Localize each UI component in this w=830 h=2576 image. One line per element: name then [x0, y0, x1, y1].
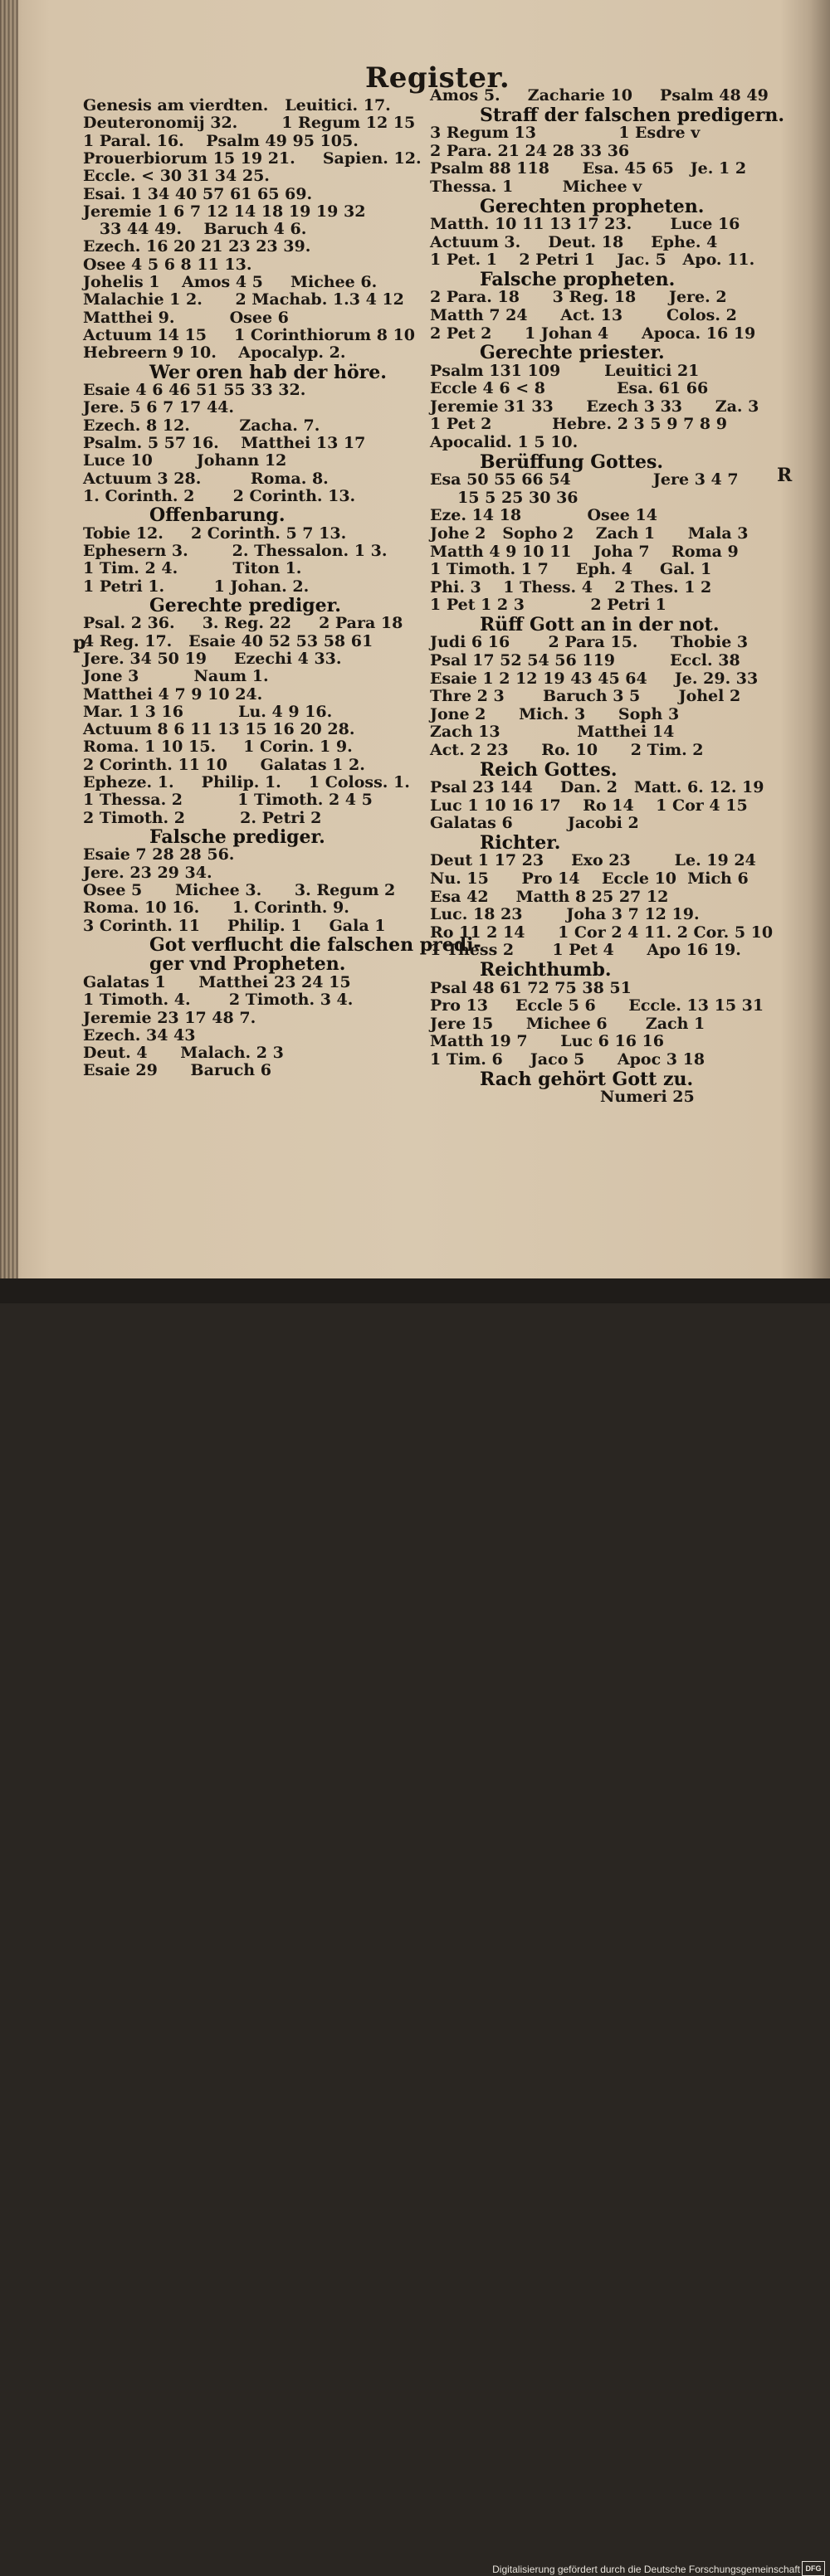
reference-line: Osee 4 5 6 8 11 13.: [83, 255, 252, 274]
reference-line: Esai. 1 34 40 57 61 65 69.: [83, 184, 313, 203]
footer-bar: [0, 1278, 830, 2575]
reference-line: Galatas 1 Matthei 23 24 15: [83, 972, 351, 991]
reference-line: Jone 2 Mich. 3 Soph 3: [430, 704, 680, 723]
reference-line: Numeri 25: [430, 1088, 695, 1106]
margin-letter-left: p: [73, 632, 86, 654]
reference-line: Actuum 3 28. Roma. 8.: [83, 469, 329, 488]
reference-line: 1 Pet 1 2 3 2 Petri 1: [430, 596, 666, 615]
reference-line: Esaie 29 Baruch 6: [83, 1061, 271, 1080]
margin-letter-right: R: [777, 465, 793, 486]
reference-line: Malachie 1 2. 2 Machab. 1.3 4 12: [83, 290, 404, 309]
reference-line: Judi 6 16 2 Para 15. Thobie 3: [430, 633, 749, 652]
reference-line: 3 Regum 13 1 Esdre v: [430, 124, 701, 143]
reference-line: Matthei 4 7 9 10 24.: [83, 684, 263, 704]
reference-line: Matth 7 24 Act. 13 Colos. 2: [430, 305, 737, 324]
section-heading: Offenbarung.: [149, 504, 286, 527]
reference-line: 1 Timoth. 4. 2 Timoth. 3 4.: [83, 991, 354, 1010]
reference-line: 33 44 49. Baruch 4 6.: [83, 220, 307, 239]
section-heading: Falsche prediger.: [149, 825, 325, 848]
section-heading: Rach gehört Gott zu.: [480, 1068, 694, 1090]
reference-line: Hebreern 9 10. Apocalyp. 2.: [83, 343, 346, 363]
reference-line: Matth. 10 11 13 17 23. Luce 16: [430, 215, 740, 233]
section-heading: Berüffung Gottes.: [480, 450, 664, 473]
reference-line: Deuteronomij 32. 1 Regum 12 15: [83, 114, 416, 133]
section-heading: ger vnd Propheten.: [149, 953, 346, 976]
reference-line: Actuum 3. Deut. 18 Ephe. 4: [430, 232, 718, 251]
section-heading: Rüff Gott an in der not.: [480, 613, 720, 635]
reference-line: Matth 19 7 Luc 6 16 16: [430, 1032, 664, 1051]
reference-line: Apocalid. 1 5 10.: [430, 433, 579, 451]
reference-line: 1 Tim. 2 4. Titon 1.: [83, 559, 302, 578]
reference-line: Psal 48 61 72 75 38 51: [430, 978, 632, 997]
reference-line: Jeremie 23 17 48 7.: [83, 1008, 256, 1027]
reference-line: 2 Pet 2 1 Johan 4 Apoca. 16 19: [430, 324, 756, 343]
funding-notice: Digitalisierung gefördert durch die Deutsche Forschungsgemeinschaft: [492, 2564, 800, 2575]
reference-line: 2 Para. 18 3 Reg. 18 Jere. 2: [430, 288, 727, 307]
reference-line: Deut 1 17 23 Exo 23 Le. 19 24: [430, 851, 756, 870]
reference-line: Matth 4 9 10 11 Joha 7 Roma 9: [430, 542, 739, 561]
reference-line: Roma. 1 10 15. 1 Corin. 1 9.: [83, 738, 353, 757]
reference-line: Psalm 131 109 Leuitici 21: [430, 361, 700, 380]
reference-line: Galatas 6 Jacobi 2: [430, 814, 639, 833]
reference-line: Epheze. 1. Philip. 1. 1 Coloss. 1.: [83, 773, 410, 791]
reference-line: Mar. 1 3 16 Lu. 4 9 16.: [83, 702, 333, 721]
reference-line: Thessa. 1 Michee v: [430, 177, 642, 196]
reference-line: 1 Thess 2 1 Pet 4 Apo 16 19.: [430, 941, 741, 960]
section-heading: Falsche propheten.: [480, 268, 676, 290]
reference-line: Ezech. 8 12. Zacha. 7.: [83, 416, 320, 435]
reference-line: Jere 15 Michee 6 Zach 1: [430, 1014, 706, 1033]
reference-line: 2 Timoth. 2 2. Petri 2: [83, 808, 322, 827]
reference-line: Jere. 34 50 19 Ezechi 4 33.: [83, 649, 342, 668]
reference-line: Jere. 23 29 34.: [83, 863, 212, 882]
reference-line: 1 Thessa. 2 1 Timoth. 2 4 5: [83, 791, 373, 810]
reference-line: 2 Corinth. 11 10 Galatas 1 2.: [83, 755, 365, 774]
reference-line: Esaie 7 28 28 56.: [83, 845, 235, 864]
section-heading: Reich Gottes.: [480, 758, 618, 781]
reference-line: Luce 10 Johann 12: [83, 451, 287, 470]
reference-line: 1 Timoth. 1 7 Eph. 4 Gal. 1: [430, 560, 712, 579]
reference-line: Phi. 3 1 Thess. 4 2 Thes. 1 2: [430, 577, 712, 597]
reference-line: 1 Pet. 1 2 Petri 1 Jac. 5 Apo. 11.: [430, 251, 755, 270]
reference-line: Nu. 15 Pro 14 Eccle 10 Mich 6: [430, 869, 749, 888]
reference-line: Esaie 4 6 46 51 55 33 32.: [83, 381, 306, 399]
reference-line: Eze. 14 18 Osee 14: [430, 506, 657, 525]
reference-line: Psalm 88 118 Esa. 45 65 Je. 1 2: [430, 159, 747, 178]
reference-line: 1 Paral. 16. Psalm 49 95 105.: [83, 131, 359, 150]
reference-line: Actuum 14 15 1 Corinthiorum 8 10: [83, 325, 415, 344]
reference-line: Osee 5 Michee 3. 3. Regum 2: [83, 881, 396, 899]
page-title: Register.: [365, 61, 510, 95]
reference-line: Psal 17 52 54 56 119 Eccl. 38: [430, 651, 740, 670]
reference-line: 1 Pet 2 Hebre. 2 3 5 9 7 8 9: [430, 415, 727, 434]
reference-line: Ezech. 34 43: [83, 1025, 196, 1045]
section-heading: Richter.: [480, 831, 561, 854]
reference-line: Ro 11 2 14 1 Cor 2 4 11. 2 Cor. 5 10: [430, 923, 774, 942]
reference-line: Luc 1 10 16 17 Ro 14 1 Cor 4 15: [430, 796, 748, 815]
section-heading: Wer oren hab der höre.: [149, 361, 387, 383]
reference-line: Esa 42 Matth 8 25 27 12: [430, 887, 669, 906]
reference-line: Zach 13 Matthei 14: [430, 723, 675, 742]
reference-line: Matthei 9. Osee 6: [83, 308, 289, 327]
reference-line: Genesis am vierdten. Leuitici. 17.: [83, 96, 391, 114]
reference-line: Psalm. 5 57 16. Matthei 13 17: [83, 433, 366, 452]
section-heading: Gerechte prediger.: [149, 594, 341, 616]
reference-line: Jeremie 1 6 7 12 14 18 19 19 32: [83, 202, 366, 221]
reference-line: Actuum 8 6 11 13 15 16 20 28.: [83, 720, 355, 739]
reference-line: 2 Para. 21 24 28 33 36: [430, 141, 630, 160]
reference-line: Jeremie 31 33 Ezech 3 33 Za. 3: [430, 397, 759, 416]
reference-line: Roma. 10 16. 1. Corinth. 9.: [83, 898, 349, 918]
reference-line: Psal 23 144 Dan. 2 Matt. 6. 12. 19: [430, 778, 764, 797]
section-heading: Gerechte priester.: [480, 342, 665, 364]
reference-line: Tobie 12. 2 Corinth. 5 7 13.: [83, 523, 347, 543]
reference-line: Jone 3 Naum 1.: [83, 667, 269, 686]
reference-line: Johelis 1 Amos 4 5 Michee 6.: [83, 273, 378, 291]
reference-line: Pro 13 Eccle 5 6 Eccle. 13 15 31: [430, 996, 764, 1015]
reference-line: Johe 2 Sopho 2 Zach 1 Mala 3: [430, 523, 749, 543]
reference-line: Ezech. 16 20 21 23 23 39.: [83, 237, 311, 256]
reference-line: 4 Reg. 17. Esaie 40 52 53 58 61: [83, 631, 374, 650]
reference-line: Jere. 5 6 7 17 44.: [83, 398, 235, 417]
reference-line: 3 Corinth. 11 Philip. 1 Gala 1: [83, 916, 386, 935]
reference-line: Esaie 1 2 12 19 43 45 64 Je. 29. 33: [430, 669, 759, 688]
reference-line: Eccle. < 30 31 34 25.: [83, 167, 270, 186]
reference-line: 1. Corinth. 2 2 Corinth. 13.: [83, 486, 356, 505]
reference-line: Psal. 2 36. 3. Reg. 22 2 Para 18: [83, 614, 403, 633]
reference-line: Deut. 4 Malach. 2 3: [83, 1044, 284, 1063]
dfg-logo-icon: DFG: [802, 2561, 825, 2576]
reference-line: 1 Petri 1. 1 Johan. 2.: [83, 577, 310, 596]
reference-line: Ephesern 3. 2. Thessalon. 1 3.: [83, 541, 388, 560]
section-heading: Got verflucht die falschen predi-: [149, 933, 481, 956]
reference-line: Eccle 4 6 < 8 Esa. 61 66: [430, 379, 709, 398]
reference-line: Prouerbiorum 15 19 21. Sapien. 12.: [83, 149, 422, 168]
section-heading: Straff der falschen predigern.: [480, 104, 785, 126]
section-heading: Reichthumb.: [480, 959, 612, 981]
reference-line: Luc. 18 23 Joha 3 7 12 19.: [430, 905, 700, 924]
reference-line: 15 5 25 30 36: [430, 488, 579, 507]
section-heading: Gerechten propheten.: [480, 195, 705, 217]
reference-line: Amos 5. Zacharie 10 Psalm 48 49: [430, 86, 769, 105]
reference-line: 1 Tim. 6 Jaco 5 Apoc 3 18: [430, 1049, 706, 1069]
reference-line: Esa 50 55 66 54 Jere 3 4 7: [430, 470, 739, 489]
reference-line: Act. 2 23 Ro. 10 2 Tim. 2: [430, 741, 704, 759]
reference-line: Thre 2 3 Baruch 3 5 Johel 2: [430, 687, 741, 706]
